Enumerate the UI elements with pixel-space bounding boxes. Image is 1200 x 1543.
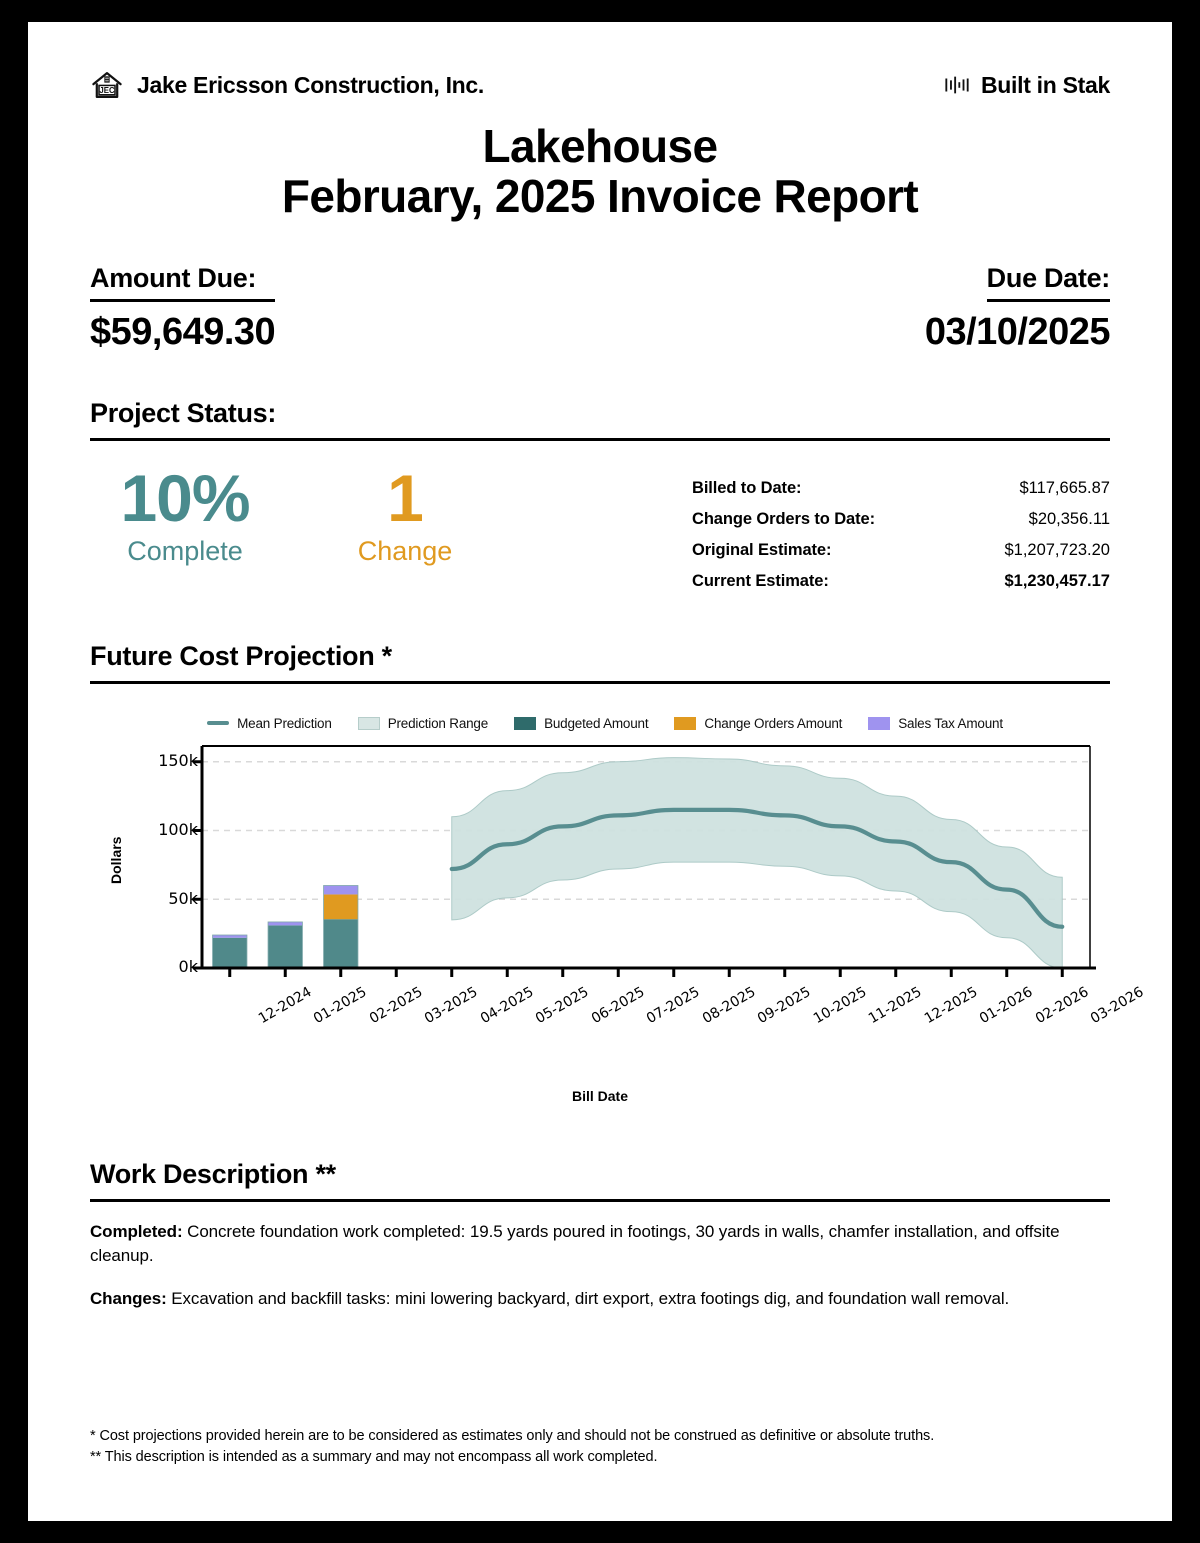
work-description-heading: Work Description ** [90, 1159, 336, 1190]
legend-label: Sales Tax Amount [898, 715, 1003, 731]
work-description-lead: Completed: [90, 1222, 183, 1242]
legend-item [674, 716, 842, 731]
due-date-block [925, 263, 1110, 354]
table-row [692, 473, 1110, 504]
brand-identity [944, 72, 1110, 99]
project-title: Lakehouse [482, 120, 718, 172]
footnotes [90, 1426, 1110, 1470]
future-cost-projection-heading: Future Cost Projection * [90, 641, 392, 672]
stat-value: $117,665.87 [1019, 479, 1110, 498]
svg-text:JEC: JEC [99, 85, 115, 95]
x-tick-label: 07-2025 [644, 984, 703, 1028]
x-tick-label: 10-2025 [810, 984, 870, 1028]
table-row [692, 504, 1110, 535]
x-tick-label: 12-2025 [921, 984, 981, 1028]
footnote: * Cost projections provided herein are to be considered as estimates only and should not be construed as definitive or absolute truths. [90, 1427, 935, 1444]
project-status-heading: Project Status: [90, 398, 277, 429]
amount-summary [90, 263, 1110, 354]
amount-due-label: Amount Due: [90, 263, 275, 302]
percent-complete-value: 10% [120, 461, 250, 536]
y-tick-label: 50k [168, 888, 198, 908]
legend-swatch-icon [514, 717, 536, 730]
change-count-stat [310, 461, 500, 567]
stat-value: $20,356.11 [1028, 510, 1110, 529]
work-description-text: Concrete foundation work completed: 19.5 yards poured in footings, 30 yards in walls, chamfer installation, and offsite cleanup. [90, 1222, 1060, 1266]
report-title [90, 122, 1110, 221]
x-tick-label: 05-2025 [533, 984, 592, 1028]
work-description-text: Excavation and backfill tasks: mini lowering backyard, dirt export, extra footings dig, and foundation wall removal. [166, 1288, 1010, 1308]
x-tick-label: 09-2025 [755, 984, 814, 1028]
legend-swatch-icon [674, 717, 696, 730]
legend-swatch-icon [207, 721, 229, 725]
waveform-logo-icon [944, 72, 970, 98]
future-cost-projection-chart [90, 710, 1147, 1115]
percent-complete-stat [90, 461, 280, 567]
stat-key: Change Orders to Date: [692, 510, 875, 529]
legend-swatch-icon [358, 717, 380, 730]
x-tick-label: 01-2025 [311, 984, 370, 1028]
footnote: ** This description is intended as a summary and may not encompass all work completed. [90, 1449, 658, 1466]
stat-key: Current Estimate: [692, 572, 829, 591]
x-tick-label: 04-2025 [477, 984, 537, 1028]
x-tick-label: 03-2026 [1088, 984, 1147, 1028]
chart-x-axis-label: Bill Date [571, 1088, 628, 1105]
work-description-item [90, 1220, 1110, 1268]
y-tick-label: 0k [178, 957, 198, 977]
house-logo-icon [90, 68, 124, 102]
y-tick-label: 100k [158, 819, 198, 839]
x-tick-label: 08-2025 [699, 984, 759, 1028]
due-date-value: 03/10/2025 [924, 311, 1110, 354]
y-tick-label: 150k [158, 751, 198, 771]
stat-key: Original Estimate: [692, 541, 832, 560]
legend-item [358, 716, 488, 731]
x-tick-label: 03-2025 [422, 984, 481, 1028]
project-status-divider [90, 438, 1110, 441]
x-tick-label: 06-2025 [588, 984, 648, 1028]
change-count-value: 1 [387, 461, 423, 536]
chart-plot-area [90, 736, 1147, 1106]
table-row [692, 535, 1110, 566]
work-description-lead: Changes: [90, 1288, 167, 1308]
financial-summary-table [692, 473, 1110, 597]
work-description-body [90, 1220, 1110, 1310]
percent-complete-label: Complete [127, 536, 243, 567]
chart-y-axis-label: Dollars [108, 836, 124, 885]
x-tick-label: 02-2026 [1032, 984, 1092, 1028]
x-tick-label: 01-2026 [977, 984, 1036, 1028]
company-identity [90, 68, 484, 102]
x-tick-label: 11-2025 [866, 984, 925, 1028]
legend-item [868, 716, 1003, 731]
x-tick-label: 02-2025 [366, 984, 426, 1028]
work-description-divider [90, 1199, 1110, 1202]
stat-key: Billed to Date: [692, 479, 802, 498]
legend-label: Change Orders Amount [704, 715, 843, 731]
legend-label: Mean Prediction [237, 715, 332, 731]
future-cost-projection-divider [90, 681, 1110, 684]
document-header [90, 62, 1110, 108]
chart-canvas [90, 736, 1110, 1106]
chart-legend [100, 710, 1110, 736]
legend-item [514, 716, 648, 731]
work-description-item [90, 1287, 1110, 1311]
invoice-document [28, 22, 1172, 1521]
report-subtitle: February, 2025 Invoice Report [281, 169, 919, 222]
x-tick-label: 12-2024 [255, 984, 315, 1028]
company-name: Jake Ericsson Construction, Inc. [137, 71, 485, 98]
project-status-body [90, 461, 1110, 597]
stat-value: $1,207,723.20 [1004, 541, 1110, 560]
legend-label: Budgeted Amount [544, 715, 649, 731]
amount-due-value: $59,649.30 [90, 311, 276, 354]
stat-value: $1,230,457.17 [1004, 572, 1110, 591]
due-date-label: Due Date: [987, 263, 1110, 302]
amount-due-block [90, 263, 275, 354]
change-count-label: Change [357, 536, 453, 567]
brand-name: Built in Stak [980, 71, 1110, 98]
legend-label: Prediction Range [387, 715, 489, 731]
legend-item [207, 716, 332, 731]
table-row [692, 566, 1110, 597]
legend-swatch-icon [868, 717, 890, 730]
